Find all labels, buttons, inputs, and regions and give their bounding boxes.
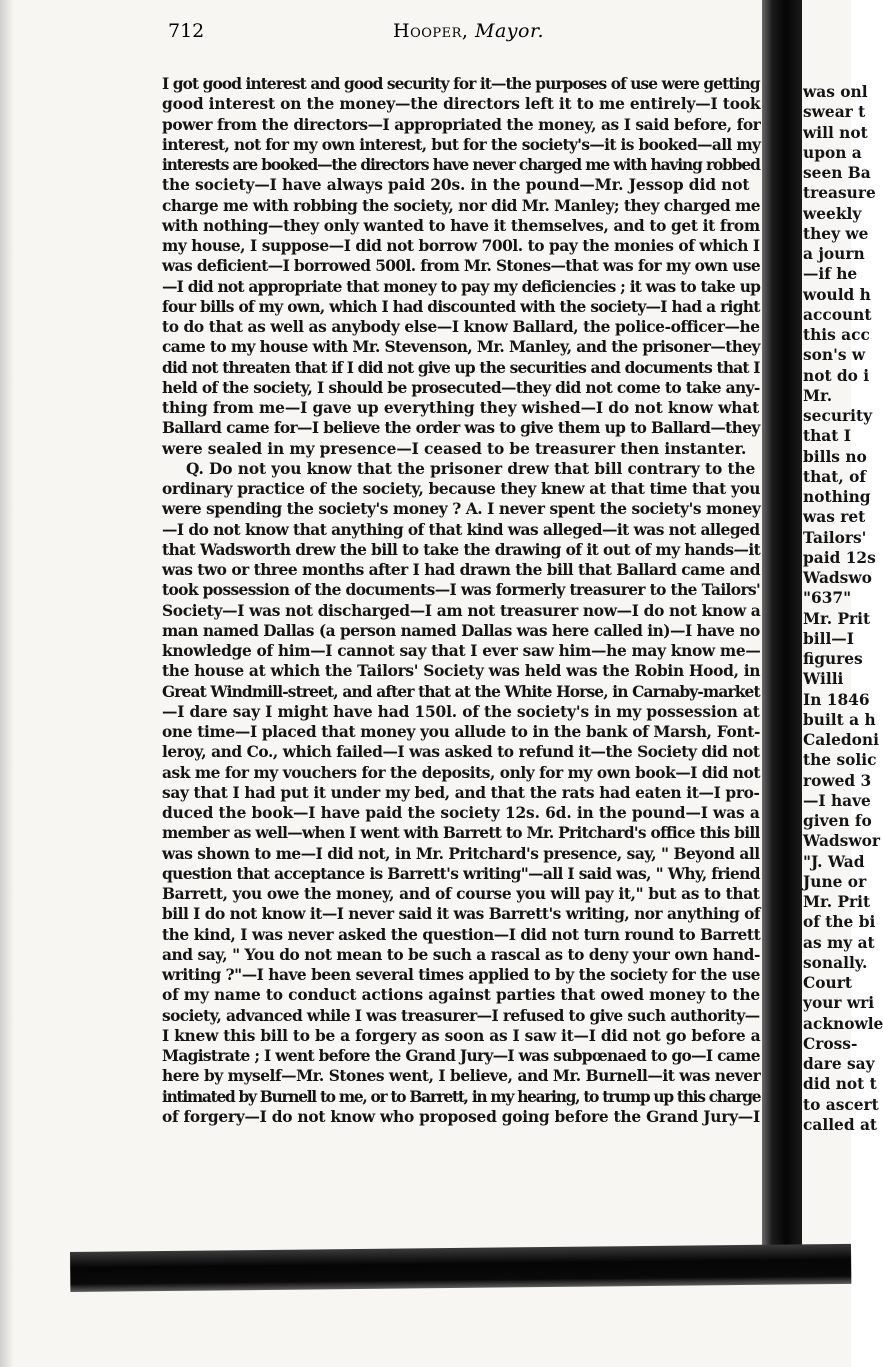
body-line: interest, not for my own interest, but for the society's—it is booked—all my [162, 135, 761, 154]
body-line: with nothing—they only wanted to have it themselves, and to get it from [162, 216, 760, 235]
page-left-edge [0, 0, 14, 1367]
fragment-line: the solic [803, 751, 877, 770]
fragment-line: your wri [803, 994, 875, 1013]
fragment-line: account [803, 305, 872, 324]
fragment-line: bill—I [803, 629, 854, 648]
fragment-line: bills no [803, 447, 867, 466]
fragment-line: weekly [803, 204, 862, 223]
body-line: took possession of the documents—I was formerly treasurer to the Tailors' [162, 581, 761, 600]
fragment-line: not do i [803, 366, 870, 385]
fragment-line: security [803, 407, 873, 425]
fragment-line: paid 12s [803, 548, 876, 567]
fragment-line: Wadswor [803, 832, 880, 851]
body-line: Great Windmill-street, and after that at the White Horse, in Carnaby-market [162, 682, 760, 701]
body-line: the house at which the Tailors' Society was held was the Robin Hood, in [162, 662, 761, 681]
fragment-line: a journ [803, 245, 865, 263]
body-line: interests are booked—the directors have never charged me with having robbed [162, 156, 760, 174]
body-line: did not threaten that if I did not give up the securities and documents that I [162, 358, 760, 377]
fragment-line: son's w [803, 346, 866, 365]
running-head [393, 20, 544, 42]
fragment-line: Wadswo [803, 569, 872, 587]
body-line: was two or three months after I had drawn the bill that Ballard came and [162, 561, 761, 579]
body-line: say that I had put it under my bed, and that the rats had eaten it—I pro- [162, 783, 760, 802]
body-line: Magistrate ; I went before the Grand Jury—I was subpœnaed to go—I came [162, 1047, 760, 1065]
body-line: —I do not know that anything of that kind was alleged—it was not alleged [162, 520, 760, 539]
fragment-line: that I [803, 427, 851, 446]
fragment-line: Tailors' [803, 528, 867, 547]
body-line: thing from me—I gave up everything they wished—I do not know what [162, 399, 760, 417]
body-line: power from the directors—I appropriated the money, as I said before, for [162, 115, 761, 134]
main-page [162, 18, 762, 1126]
fragment-line: Mr. [803, 386, 833, 405]
body-line: came to my house with Mr. Stevenson, Mr. Manley, and the prisoner—they [162, 338, 760, 357]
book-gutter [762, 0, 802, 1260]
fragment-line: to ascert [803, 1095, 879, 1114]
fragment-line: this acc [803, 326, 870, 344]
body-line: —I did not appropriate that money to pay my deficiencies ; it was to take up [162, 277, 761, 296]
body-line: charge me with robbing the society, nor did Mr. Manley; they charged me [162, 196, 761, 215]
fragment-line: Mr. Prit [803, 609, 871, 628]
fragment-line: of the bi [803, 913, 876, 932]
body-line: society, advanced while I was treasurer—I refused to give such authority— [162, 1006, 760, 1025]
fragment-line: as my at [803, 933, 875, 952]
body-line: was deficient—I borrowed 500l. from Mr. Stones—that was for my own use [162, 257, 761, 276]
fragment-line: swear t [803, 103, 866, 122]
body-line: question that acceptance is Barrett's writing"—all I said was, " Why, friend [162, 864, 760, 883]
body-line: Q. Do not you know that the prisoner drew that bill contrary to the [186, 459, 756, 478]
body-line: writing ?"—I have been several times applied to by the society for the use [162, 966, 760, 984]
page-number: 712 [168, 20, 205, 42]
fragment-line: —I have [803, 791, 871, 810]
fragment-line: they we [803, 224, 869, 243]
body-line: man named Dallas (a person named Dallas was here called in)—I have no [162, 621, 760, 640]
body-line: and say, " You do not mean to be such a rascal as to deny your own hand- [162, 945, 760, 964]
body-line: good interest on the money—the directors left it to me entirely—I took [162, 95, 761, 114]
adjacent-page-fragment [803, 82, 883, 1135]
fragment-line: Caledoni [803, 731, 879, 749]
body-line: the society—I have always paid 20s. in the pound—Mr. Jessop did not [162, 176, 750, 195]
running-head-name: Hooper, [393, 20, 469, 42]
body-line: one time—I placed that money you allude to in the bank of Marsh, Font- [162, 723, 761, 741]
body-line: I knew this bill to be a forgery as soon as I saw it—I did not go before a [162, 1026, 761, 1045]
body-line: were spending the society's money ? A. I never spent the society's money [162, 500, 761, 519]
body-line: was shown to me—I did not, in Mr. Pritchard's presence, say, " Beyond all [162, 844, 760, 863]
fragment-line: acknowle [803, 1014, 883, 1033]
body-line: of forgery—I do not know who proposed going before the Grand Jury—I [162, 1107, 760, 1126]
body-text [162, 74, 760, 1127]
body-line: ordinary practice of the society, because they knew at that time that you [162, 480, 761, 498]
fragment-line: will not [803, 123, 868, 142]
body-line: Society—I was not discharged—I am not treasurer now—I do not know a [162, 601, 761, 620]
body-line: that Wadsworth drew the bill to take the drawing of it out of my hands—it [162, 540, 761, 559]
body-line: my house, I suppose—I did not borrow 700l. to pay the monies of which I [162, 237, 760, 255]
fragment-line: In 1846 [803, 690, 870, 709]
fragment-line: upon a [803, 143, 862, 162]
body-line: held of the society, I should be prosecuted—they did not come to take any- [162, 378, 760, 397]
fragment-line: treasure [803, 184, 876, 203]
body-line: here by myself—Mr. Stones went, I believe, and Mr. Burnell—it was never [162, 1067, 761, 1086]
fragment-line: built a h [803, 710, 876, 729]
fragment-line: was ret [803, 508, 866, 527]
fragment-line: called at [803, 1115, 878, 1134]
body-line: —I dare say I might have had 150l. of the society's in my possession at [162, 702, 760, 721]
body-line: I got good interest and good security for it—the purposes of use were getting [162, 75, 760, 93]
fragment-line: did not t [803, 1075, 877, 1094]
fragment-line: Cross- [803, 1034, 858, 1053]
fragment-line: would h [803, 285, 871, 304]
body-line: of my name to conduct actions against parties that owed money to the [162, 986, 761, 1005]
body-line: ask me for my vouchers for the deposits, only for my own book—I did not [162, 763, 760, 782]
fragment-line: given fo [803, 812, 872, 830]
page-header [162, 18, 762, 58]
body-line: Ballard came for—I believe the order was to give them up to Ballard—they [162, 419, 760, 438]
body-line: four bills of my own, which I had discounted with the society—I had a right [162, 297, 760, 316]
body-line: to do that as well as anybody else—I know Ballard, the police-officer—he [162, 318, 760, 336]
running-head-title: Mayor. [475, 20, 544, 42]
fragment-line: sonally. [803, 953, 868, 972]
fragment-line: seen Ba [803, 164, 871, 182]
body-line: Barrett, you owe the money, and of course you will pay it," but as to that [162, 885, 760, 903]
fragment-line: was onl [803, 83, 868, 101]
fragment-line: that, of [803, 467, 866, 486]
fragment-line: dare say [803, 1055, 875, 1073]
body-line: the kind, I was never asked the question—I did not turn round to Barrett [162, 925, 761, 944]
body-line: leroy, and Co., which failed—I was asked to refund it—the Society did not [162, 743, 760, 762]
page-bottom-shadow [70, 1244, 851, 1292]
body-line: bill I do not know it—I never said it was Barrett's writing, nor anything of [162, 905, 761, 924]
body-line: knowledge of him—I cannot say that I ever saw him—he may know me— [162, 642, 761, 660]
body-line: duced the book—I have paid the society 12s. 6d. in the pound—I was a [162, 804, 760, 822]
body-line: intimated by Burnell to me, or to Barrett, in my hearing, to trump up this charge [162, 1087, 761, 1106]
fragment-line: Court [803, 974, 852, 992]
fragment-line: "J. Wad [803, 852, 865, 871]
fragment-line: —if he [803, 265, 858, 284]
body-line: member as well—when I went with Barrett to Mr. Pritchard's office this bill [162, 824, 760, 843]
fragment-line: Mr. Prit [803, 893, 871, 911]
fragment-line: nothing [803, 488, 871, 506]
body-line: were sealed in my presence—I ceased to be treasurer then instanter. [162, 439, 747, 458]
fragment-line: "637" [803, 589, 852, 608]
fragment-line: figures [803, 650, 863, 668]
fragment-line: rowed 3 [803, 771, 872, 790]
fragment-line: Willi [803, 670, 844, 689]
fragment-line: June or [803, 872, 867, 891]
